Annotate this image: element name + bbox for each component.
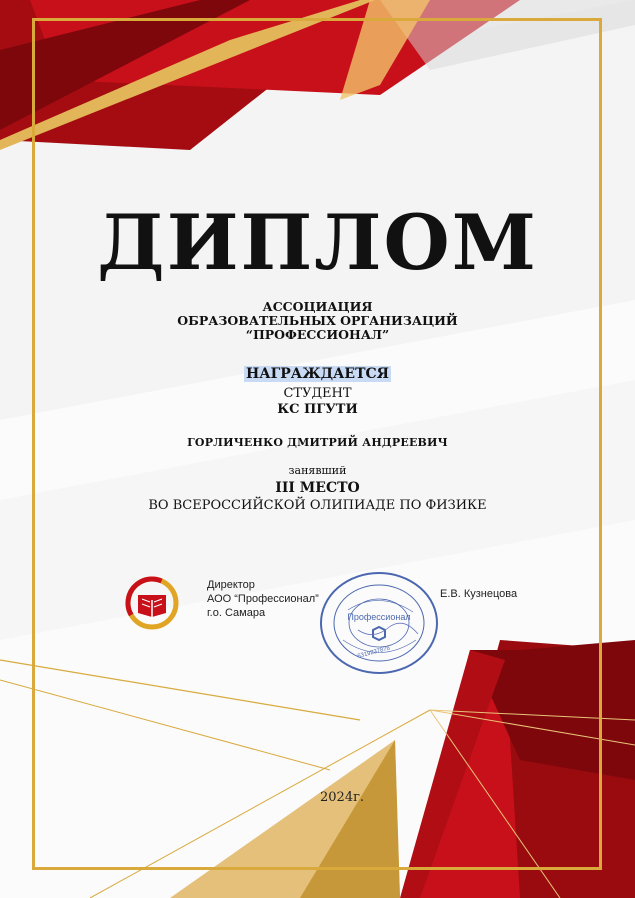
stamp-center-text: Профессионал xyxy=(347,612,411,622)
diploma-title: ДИПЛОМ xyxy=(97,198,538,287)
association-logo xyxy=(122,575,182,631)
signer-role-line-2: АОО “Профессионал” xyxy=(207,593,319,605)
awarded-text: НАГРАЖДАЕТСЯ xyxy=(245,366,390,382)
event-text: ВО ВСЕРОССИЙСКОЙ ОЛИПИАДЕ ПО ФИЗИКЕ xyxy=(148,498,487,513)
signer-role-line-1: Директор xyxy=(207,579,255,591)
stamp-number: 6319237876 xyxy=(356,645,391,660)
issue-year: 2024г. xyxy=(320,790,365,805)
signer-role-line-3: г.о. Самара xyxy=(207,607,266,619)
recipient-name: ГОРЛИЧЕНКО ДМИТРИЙ АНДРЕЕВИЧ xyxy=(187,436,448,449)
awarded-heading xyxy=(0,366,635,382)
org-line-3: “ПРОФЕССИОНАЛ” xyxy=(245,327,390,342)
took-label: занявший xyxy=(288,464,347,477)
org-line-2: ОБРАЗОВАТЕЛЬНЫХ ОРГАНИЗАЦИЙ xyxy=(177,313,458,328)
organization-name xyxy=(0,300,635,342)
signer-name: Е.В. Кузнецова xyxy=(440,588,518,600)
org-line-1: АССОЦИАЦИЯ xyxy=(262,299,373,314)
signer-role xyxy=(207,578,319,620)
official-stamp xyxy=(318,570,440,676)
recipient-status: СТУДЕНТ xyxy=(283,386,352,401)
place-text: III МЕСТО xyxy=(275,480,360,496)
recipient-institution: КС ПГУТИ xyxy=(277,402,358,417)
